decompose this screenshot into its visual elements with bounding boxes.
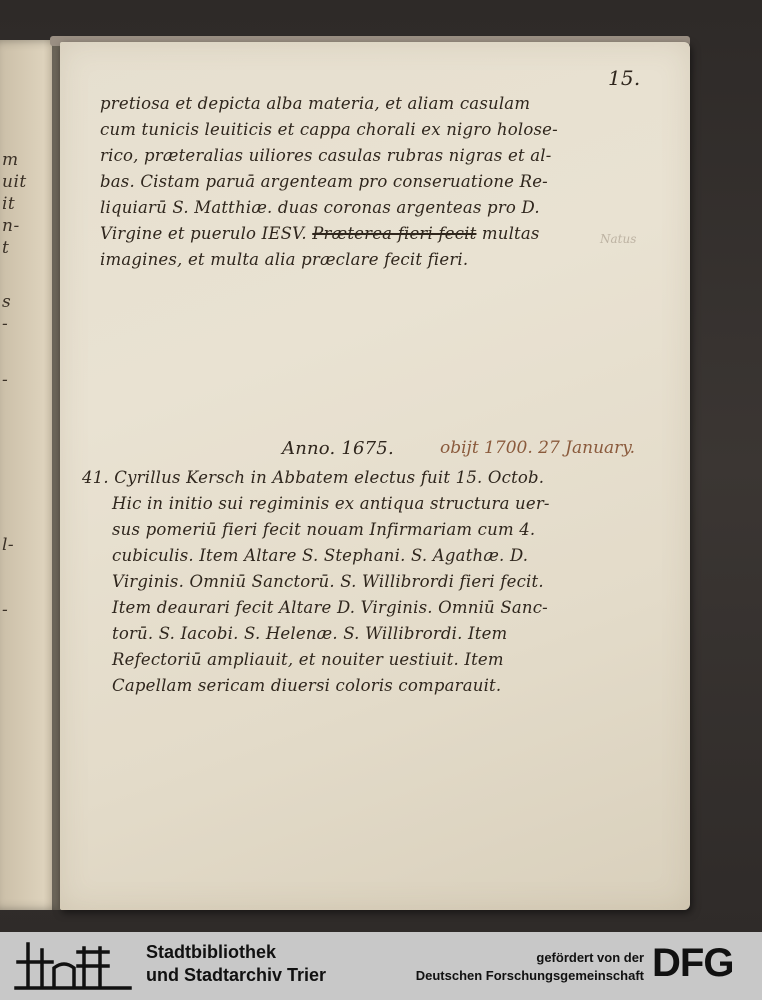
text-segment: Virgine et puerulo IESV. bbox=[100, 224, 307, 243]
entry-line: Item deaurari fecit Altare D. Virginis. Omniū Sanc- bbox=[112, 598, 548, 617]
added-note: obijt 1700. 27 January. bbox=[440, 438, 636, 458]
entry-line: Hic in initio sui regiminis ex antiqua structura uer- bbox=[112, 494, 550, 513]
left-fragment: t bbox=[2, 238, 10, 258]
right-page bbox=[60, 42, 690, 910]
text-line: imagines, et multa alia præclare fecit fieri. bbox=[100, 250, 469, 269]
left-fragment: - bbox=[2, 370, 9, 390]
anno-heading: Anno. 1675. bbox=[282, 438, 394, 459]
left-fragment: - bbox=[2, 600, 9, 620]
left-fragment: uit bbox=[2, 172, 27, 192]
text-segment: multas bbox=[481, 224, 540, 243]
page-number: 15. bbox=[608, 66, 641, 90]
entry-line: Virginis. Omniū Sanctorū. S. Willibrordi fieri fecit. bbox=[112, 572, 544, 591]
funding-line2: Deutschen Forschungsgemeinschaft bbox=[415, 968, 644, 983]
left-fragment: - bbox=[2, 314, 9, 334]
stadtbibliothek-logo-icon bbox=[14, 938, 134, 994]
struck-text: Præterea fieri fecit bbox=[312, 224, 477, 243]
text-line: pretiosa et depicta alba materia, et aliam casulam bbox=[100, 94, 531, 113]
text-line: bas. Cistam paruā argenteam pro conseruatione Re- bbox=[100, 172, 548, 191]
entry-line: Capellam sericam diuersi coloris comparauit. bbox=[112, 676, 502, 695]
entry-line: Refectoriū ampliauit, et nouiter uestiuit. Item bbox=[112, 650, 504, 669]
text-line: liquiarū S. Matthiæ. duas coronas argenteas pro D. bbox=[100, 198, 540, 217]
institution-name-line1: Stadtbibliothek bbox=[146, 942, 276, 962]
text-line: rico, præteralias uiliores casulas rubras nigras et al- bbox=[100, 146, 552, 165]
funding-line1: gefördert von der bbox=[536, 950, 644, 965]
entry-line: 41. Cyrillus Kersch in Abbatem electus fuit 15. Octob. bbox=[82, 468, 545, 487]
left-fragment: l- bbox=[2, 535, 15, 555]
entry-line: sus pomeriū fieri fecit nouam Infirmariam cum 4. bbox=[112, 520, 536, 539]
dfg-logo-icon: DFG bbox=[652, 941, 734, 985]
text-line: cum tunicis leuiticis et cappa chorali ex nigro holose- bbox=[100, 120, 558, 139]
left-fragment: m bbox=[2, 150, 19, 170]
institution-name-line2: und Stadtarchiv Trier bbox=[146, 965, 327, 985]
left-fragment: s bbox=[2, 292, 12, 312]
text-line bbox=[100, 224, 540, 243]
entry-line: torū. S. Iacobi. S. Helenæ. S. Willibrordi. Item bbox=[112, 624, 508, 643]
margin-note: Natus bbox=[600, 232, 637, 246]
left-fragment: n- bbox=[2, 216, 20, 236]
entry-line: cubiculis. Item Altare S. Stephani. S. Agathæ. D. bbox=[112, 546, 529, 565]
left-fragment: it bbox=[2, 194, 16, 214]
